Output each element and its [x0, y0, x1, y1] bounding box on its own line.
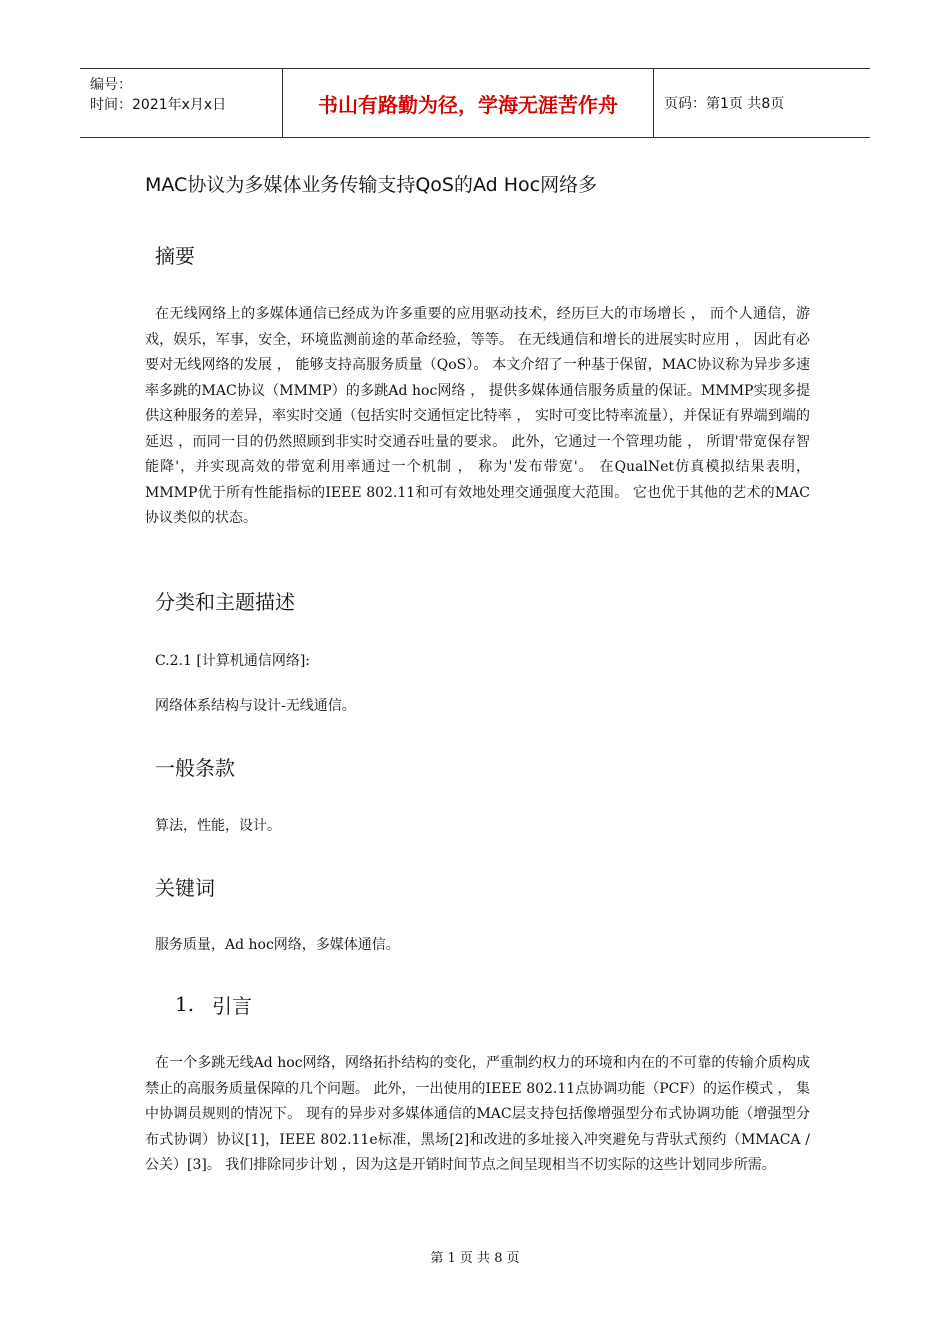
page-header	[80, 68, 870, 138]
header-motto: 书山有路勤为径，学海无涯苦作舟	[282, 69, 654, 137]
page-footer: 第 1 页 共 8 页	[430, 1251, 520, 1266]
classification-heading: 分类和主题描述	[155, 590, 295, 614]
keywords-heading: 关键词	[155, 876, 215, 900]
general-terms-heading: 一般条款	[155, 756, 235, 780]
intro-heading: 引言	[212, 994, 252, 1018]
document-title: MAC协议为多媒体业务传输支持QoS的Ad Hoc网络多	[145, 174, 598, 196]
abstract-heading: 摘要	[155, 244, 195, 268]
classification-code: C.2.1 [计算机通信网络]:	[155, 653, 311, 669]
intro-number: 1.	[175, 992, 195, 1016]
general-terms-text: 算法，性能，设计。	[155, 818, 281, 834]
header-meta	[80, 69, 282, 137]
classification-desc: 网络体系结构与设计-无线通信。	[155, 698, 356, 714]
abstract-text: 在无线网络上的多媒体通信已经成为许多重要的应用驱动技术，经历巨大的市场增长 ， 而个人通信，游戏，娱乐，军事，安全，环境监测前途的革命经验，等等。 在无线通信和增长的进展实时应用 ， 因此有必要对无线网络的发展 ， 能够支持高服务质量（QoS）。 本文介绍了一种基于保留，MAC协议称为异步多速率多跳的MAC协议（MMMP）的多跳Ad hoc网络 ， 提供多媒体通信服务质量的保证。MMMP实现多提供这种服务的差异，率实时交通（包括实时交通恒定比特率 ， 实时可变比特率流量），并保证有界端到端的延迟 ，而同一目的仍然照顾到非实时交通吞吐量的要求。 此外，它通过一个管理功能 ， 所谓'带宽保存智能降'，并实现高效的带宽利用率通过一个机制 ， 称为'发布带宽'。 在QualNet仿真模拟结果表明，MMMP优于所有性能指标的IEEE 802.11和可有效地处理交通强度大范围。 它也优于其他的艺术的MAC协议类似的状态。	[145, 306, 810, 526]
keywords-text: 服务质量，Ad hoc网络，多媒体通信。	[155, 937, 400, 953]
intro-text: 在一个多跳无线Ad hoc网络，网络拓扑结构的变化，严重制约权力的环境和内在的不可靠的传输介质构成禁止的高服务质量保障的几个问题。 此外，一出使用的IEEE 802.11点协调功能（PCF）的运作模式 ， 集中协调员规则的情况下。 现有的异步对多媒体通信的MAC层支持包括像增强型分布式协调功能（增强型分布式协调）协议[1]，IEEE 802.11e标准，黑场[2]和改进的多址接入冲突避免与背驮式预约（MMACA /公关）[3]。 我们排除同步计划 ，因为这是开销时间节点之间呈现相当不切实际的这些计划同步所需。	[145, 1055, 810, 1173]
header-page-info: 页码：第1页 共8页	[664, 96, 785, 112]
time-label: 时间：2021年x月x日	[90, 97, 227, 113]
number-label: 编号：	[90, 77, 132, 93]
